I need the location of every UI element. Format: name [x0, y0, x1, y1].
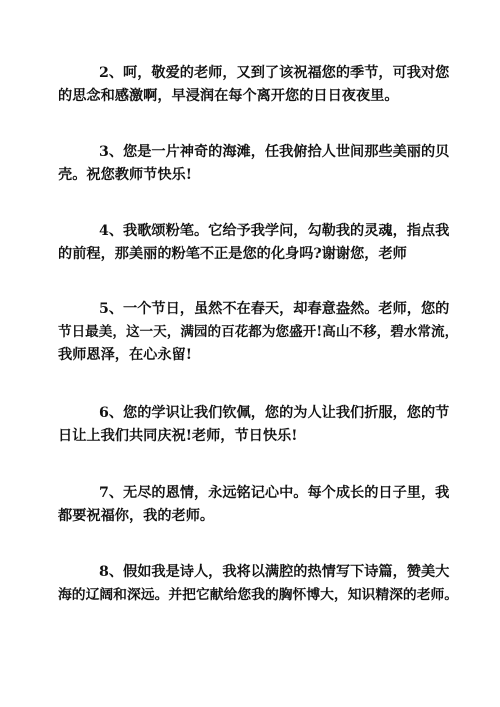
- paragraph-line: 2、呵，敬爱的老师，又到了该祝福您的季节，可我对您: [99, 65, 450, 81]
- paragraph-line: 的前程，那美丽的粉笔不正是您的化身吗?谢谢您，老师: [58, 246, 407, 262]
- paragraph-line: 5、一个节日，虽然不在春天，却春意盎然。老师，您的: [99, 301, 450, 317]
- paragraph-3: [58, 141, 458, 187]
- paragraph-6: [58, 402, 458, 448]
- paragraph-line: 我师恩泽，在心永留!: [58, 347, 192, 363]
- paragraph-line: 8、假如我是诗人，我将以满腔的热情写下诗篇，赞美大: [99, 564, 450, 580]
- paragraph-line: 壳。祝您教师节快乐!: [58, 167, 192, 183]
- paragraph-line: 4、我歌颂粉笔。它给予我学问，勾勒我的灵魂，指点我: [99, 223, 450, 239]
- paragraph-7: [58, 482, 458, 528]
- paragraph-2: [58, 62, 458, 108]
- paragraph-line: 的思念和感激啊，早浸润在每个离开您的日日夜夜里。: [58, 88, 399, 104]
- paragraph-8: [58, 561, 458, 607]
- paragraph-line: 节日最美，这一天，满园的百花都为您盛开!高山不移，碧水常流，: [58, 324, 459, 340]
- paragraph-line: 日让上我们共同庆祝!老师，节日快乐!: [58, 428, 298, 444]
- paragraph-line: 海的辽阔和深远。并把它献给您我的胸怀博大，知识精深的老师。: [58, 587, 459, 603]
- paragraph-4: [58, 220, 458, 266]
- paragraph-line: 3、您是一片神奇的海滩，任我俯拾人世间那些美丽的贝: [99, 144, 450, 160]
- paragraph-line: 都要祝福你，我的老师。: [58, 508, 215, 524]
- paragraph-line: 6、您的学识让我们钦佩，您的为人让我们折服，您的节: [99, 405, 450, 421]
- paragraph-5: [58, 298, 458, 367]
- paragraph-line: 7、无尽的恩情，永远铭记心中。每个成长的日子里，我: [99, 485, 450, 501]
